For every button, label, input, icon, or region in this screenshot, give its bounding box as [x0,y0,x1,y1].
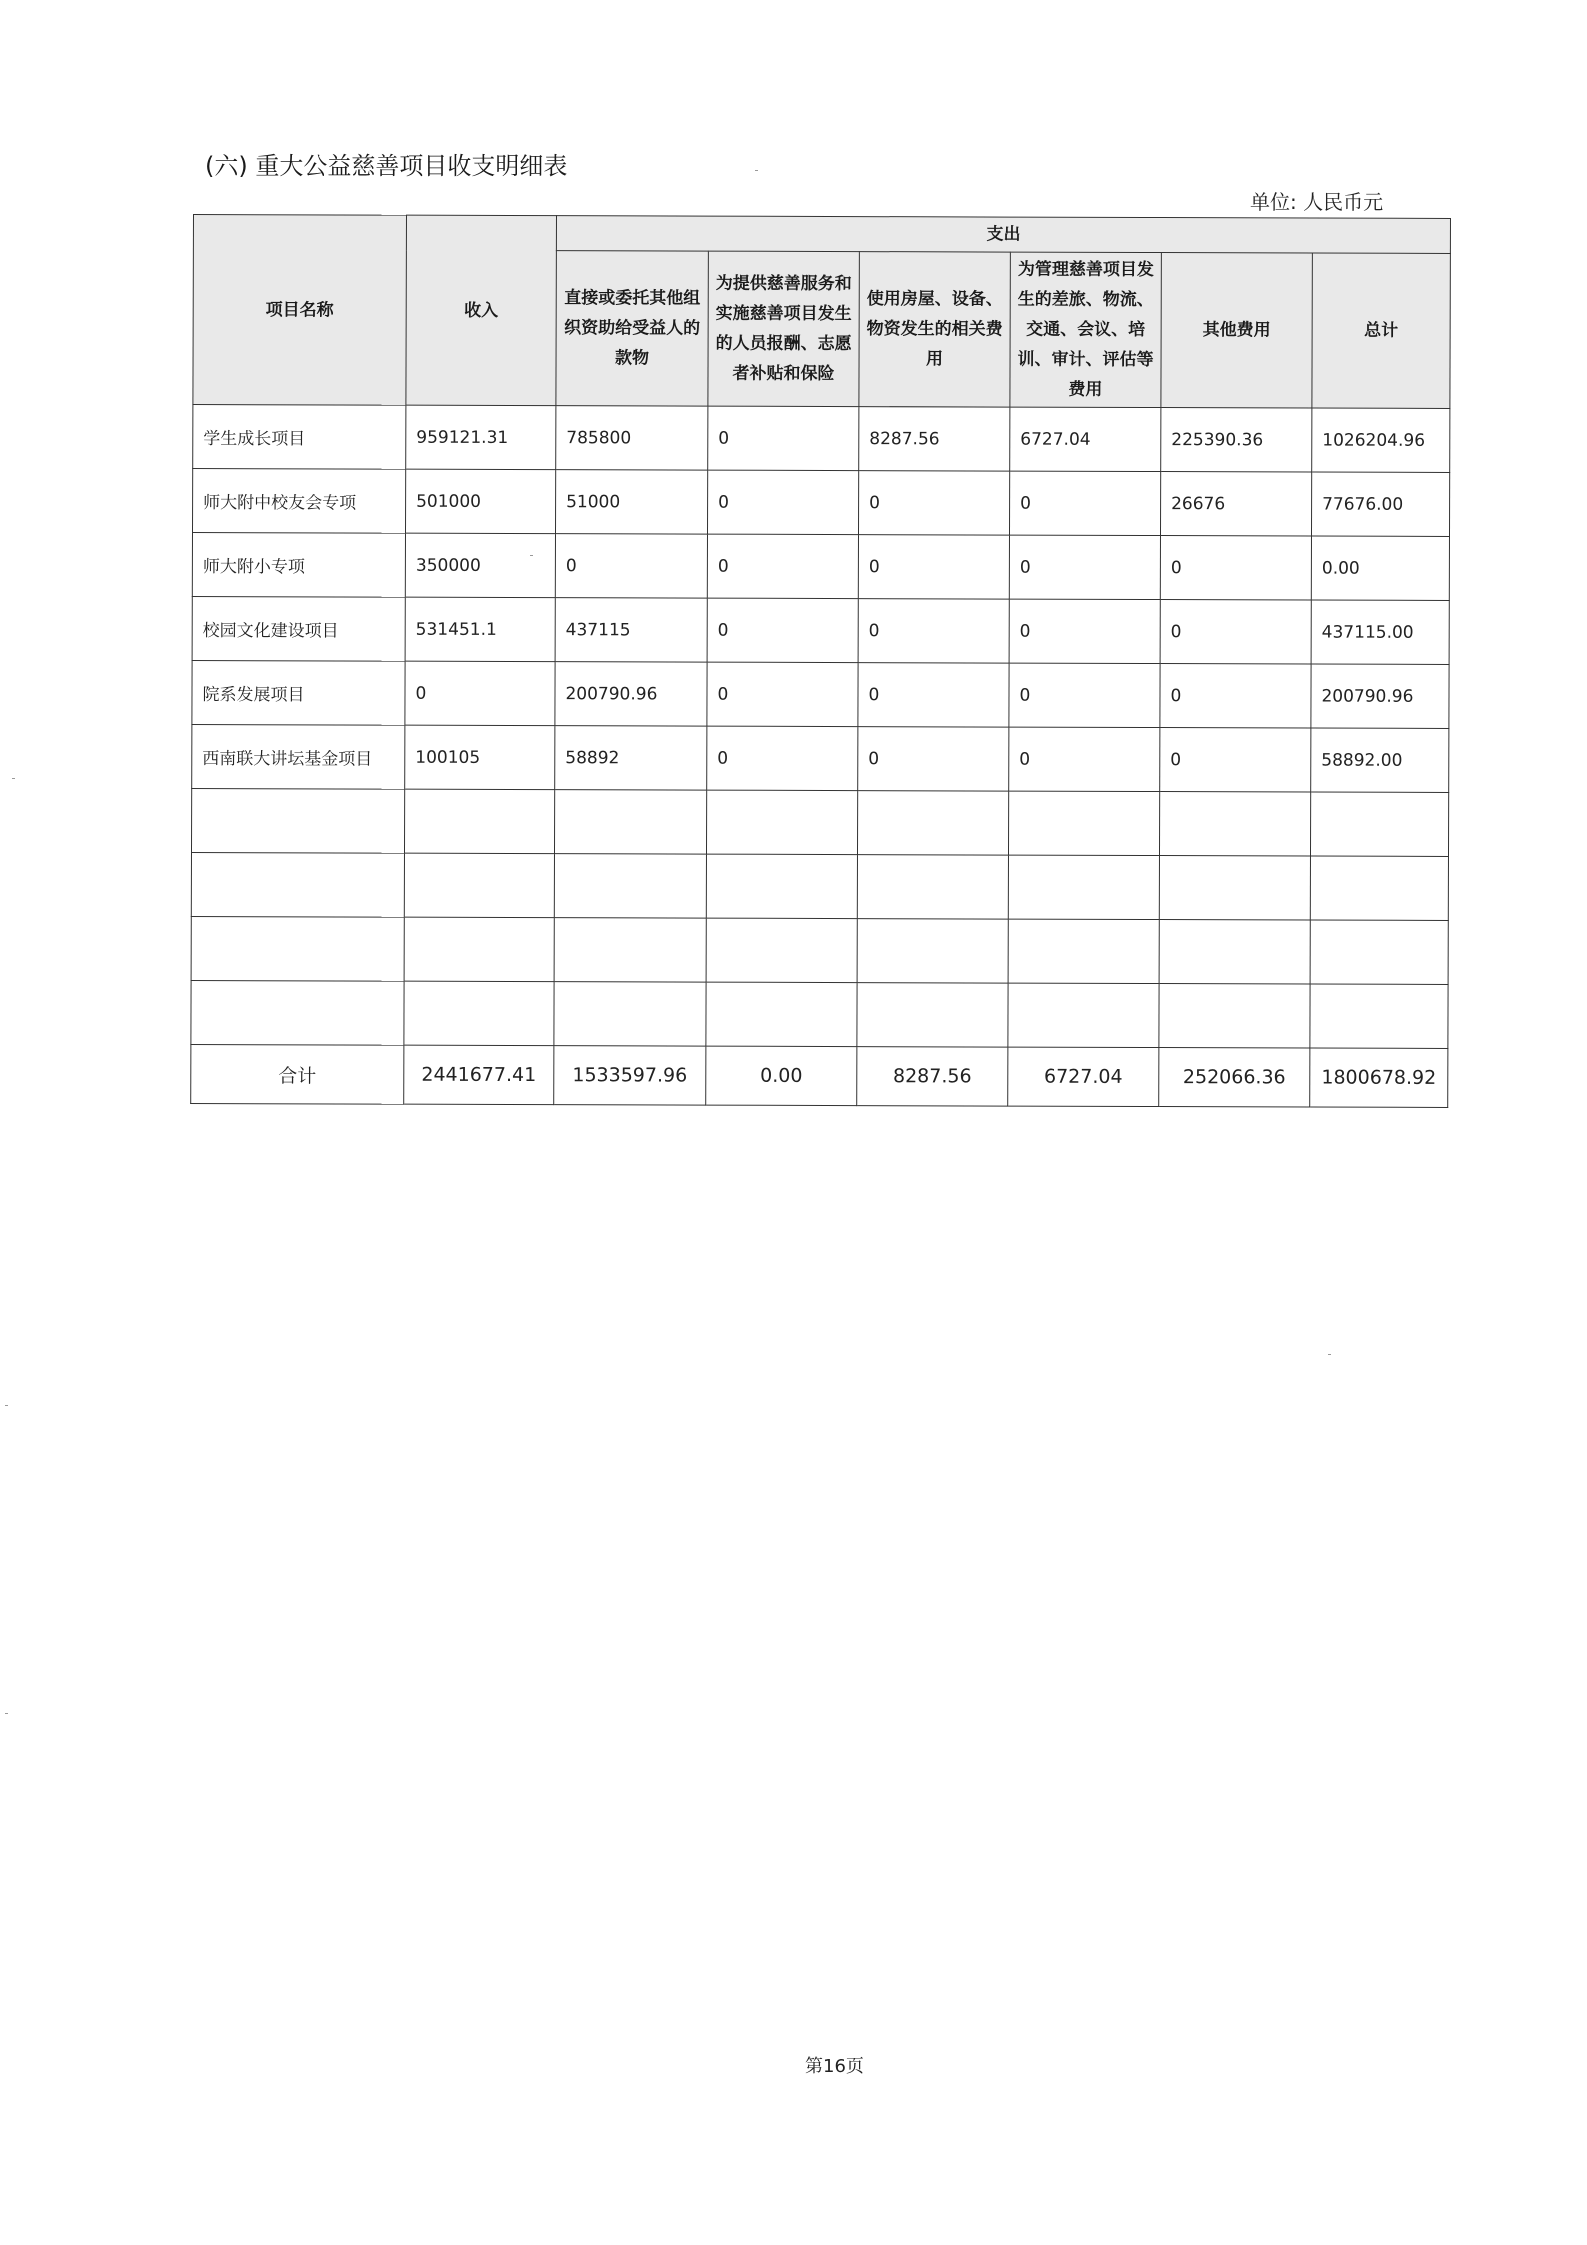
cell-other: 26676 [1160,472,1311,536]
cell-total: 77676.00 [1311,472,1449,536]
empty-cell [857,791,1008,855]
cell-management: 0 [1009,471,1160,535]
empty-cell [554,790,706,854]
cell-personnel: 0 [708,406,859,470]
empty-cell [1008,919,1159,983]
cell-other: 0 [1160,536,1311,600]
empty-cell [191,980,404,1045]
cell-name: 师大附小专项 [192,533,405,598]
empty-cell [1159,984,1310,1048]
totals-income: 2441677.41 [404,1045,554,1104]
cell-income: 0 [405,661,555,725]
cell-name: 西南联大讲坛基金项目 [192,724,405,789]
totals-total: 1800678.92 [1310,1048,1448,1107]
empty-cell [404,917,554,981]
cell-name: 院系发展项目 [192,660,405,725]
totals-other: 252066.36 [1159,1048,1310,1107]
cell-other: 0 [1160,600,1311,664]
header-total: 总计 [1312,253,1451,408]
cell-direct: 58892 [555,726,707,790]
cell-name: 校园文化建设项目 [192,596,405,661]
cell-personnel: 0 [707,726,858,790]
totals-row [191,1044,1448,1107]
cell-other: 0 [1160,728,1311,792]
empty-cell [706,790,857,854]
scan-speck [5,1713,8,1714]
cell-total: 1026204.96 [1312,408,1450,472]
empty-cell [706,982,857,1046]
table-row [192,596,1449,664]
totals-facilities: 8287.56 [857,1047,1008,1106]
cell-direct: 51000 [555,470,707,534]
page-title: (六) 重大公益慈善项目收支明细表 [205,152,568,180]
header-project-name: 项目名称 [193,215,407,406]
cell-facilities: 8287.56 [859,407,1010,471]
cell-direct: 785800 [556,406,708,470]
cell-name: 师大附中校友会专项 [192,469,405,534]
cell-income: 501000 [405,469,555,533]
table-row [192,724,1449,792]
cell-total: 0.00 [1311,536,1449,600]
cell-name: 学生成长项目 [193,405,406,470]
cell-management: 0 [1009,727,1160,791]
empty-cell [1008,791,1159,855]
scan-speck [530,555,533,556]
empty-cell [706,918,857,982]
cell-management: 0 [1009,599,1160,663]
empty-cell [857,983,1008,1047]
cell-facilities: 0 [858,535,1009,599]
scan-speck [1328,1354,1331,1355]
empty-cell [554,918,706,982]
header-income: 收入 [406,215,557,405]
cell-facilities: 0 [858,471,1009,535]
empty-cell [857,919,1008,983]
cell-personnel: 0 [707,470,858,534]
empty-cell [191,788,404,853]
empty-cell [554,982,706,1046]
empty-row [191,916,1448,984]
cell-other: 225390.36 [1161,408,1312,472]
table-body [191,405,1450,1049]
empty-cell [1159,920,1310,984]
cell-personnel: 0 [707,662,858,726]
cell-total: 58892.00 [1311,728,1449,792]
empty-cell [404,981,554,1045]
cell-income: 531451.1 [405,597,555,661]
empty-cell [1159,856,1310,920]
cell-personnel: 0 [707,534,858,598]
cell-management: 0 [1009,663,1160,727]
table-row [193,405,1450,473]
header-direct-aid: 直接或委托其他组织资助给受益人的款物 [556,251,708,406]
cell-direct: 200790.96 [555,662,707,726]
cell-management: 0 [1009,535,1160,599]
totals-management: 6727.04 [1008,1047,1159,1106]
totals-personnel: 0.00 [706,1046,857,1105]
cell-total: 437115.00 [1311,600,1449,664]
cell-facilities: 0 [858,599,1009,663]
table-row [192,660,1449,728]
header-other: 其他费用 [1161,253,1312,408]
cell-personnel: 0 [707,598,858,662]
cell-direct: 0 [555,534,707,598]
cell-income: 959121.31 [406,405,556,469]
scan-speck [755,170,758,171]
empty-cell [1310,984,1448,1048]
cell-income: 100105 [405,725,555,789]
cell-total: 200790.96 [1311,664,1449,728]
cell-income: 350000 [405,533,555,597]
empty-row [191,852,1448,920]
header-expense-group: 支出 [556,216,1450,254]
table-row [192,533,1449,601]
empty-cell [404,789,554,853]
empty-cell [1159,792,1310,856]
empty-cell [554,854,706,918]
empty-cell [1310,856,1448,920]
empty-cell [1008,983,1159,1047]
scan-speck [12,778,15,779]
header-personnel: 为提供慈善服务和实施慈善项目发生的人员报酬、志愿者补贴和保险 [708,251,859,406]
expense-table [190,214,1451,1108]
header-management: 为管理慈善项目发生的差旅、物流、交通、会议、培训、审计、评估等费用 [1010,252,1161,407]
cell-direct: 437115 [555,598,707,662]
empty-row [191,788,1448,856]
empty-row [191,980,1448,1048]
empty-cell [1008,855,1159,919]
header-facilities: 使用房屋、设备、物资发生的相关费用 [859,252,1010,407]
cell-facilities: 0 [858,727,1009,791]
cell-management: 6727.04 [1010,407,1161,471]
cell-other: 0 [1160,664,1311,728]
empty-cell [1310,792,1448,856]
empty-cell [191,852,404,917]
cell-facilities: 0 [858,663,1009,727]
empty-cell [857,855,1008,919]
unit-label: 单位: 人民币元 [1250,190,1384,214]
scan-speck [5,1405,8,1406]
empty-cell [191,916,404,981]
empty-cell [706,854,857,918]
totals-direct: 1533597.96 [554,1046,706,1105]
page-number: 第16页 [805,2056,864,2077]
totals-label: 合计 [191,1044,404,1104]
table-row [192,469,1449,537]
empty-cell [404,853,554,917]
empty-cell [1310,920,1448,984]
